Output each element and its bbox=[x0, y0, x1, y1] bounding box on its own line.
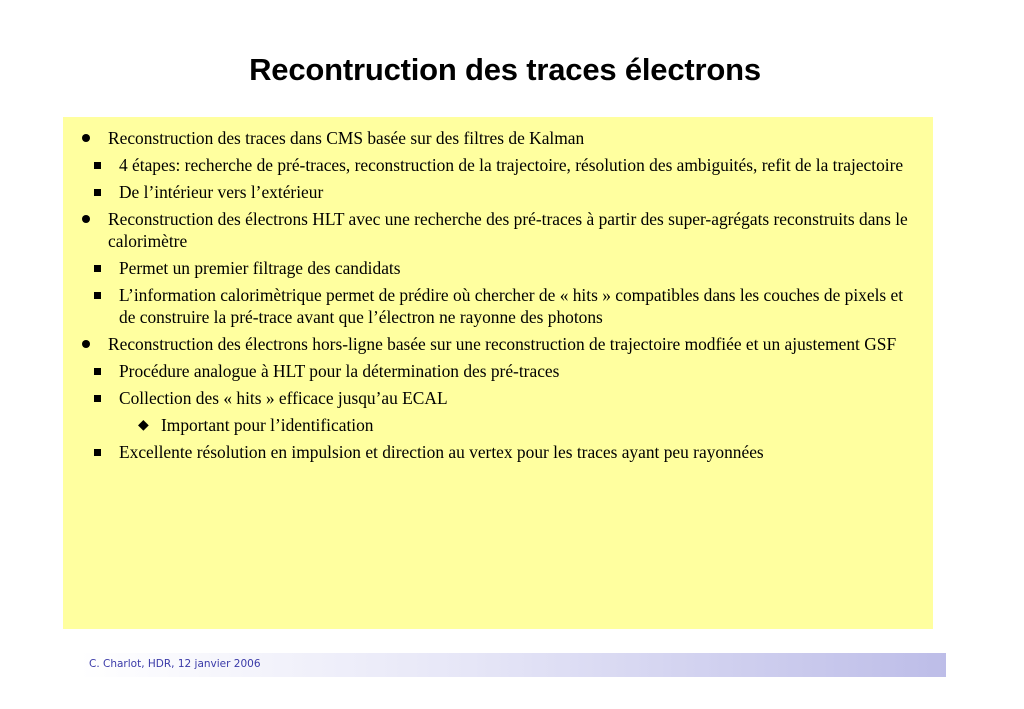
sub-bullet-item bbox=[78, 257, 913, 279]
footer-bar bbox=[80, 653, 946, 677]
disc-bullet-icon bbox=[82, 134, 90, 142]
bullet-text: Reconstruction des électrons HLT avec une recherche des pré-traces à partir des super-agrégats reconstruits dans le calorimètre bbox=[108, 209, 908, 251]
square-bullet-icon bbox=[94, 449, 101, 456]
diamond-bullet-icon: ◆ bbox=[138, 417, 149, 433]
content-box bbox=[63, 117, 933, 629]
square-bullet-icon bbox=[94, 395, 101, 402]
disc-bullet-icon bbox=[82, 215, 90, 223]
sub-bullet-item bbox=[78, 154, 913, 176]
square-bullet-icon bbox=[94, 292, 101, 299]
square-bullet-icon bbox=[94, 189, 101, 196]
sub-bullet-text: Permet un premier filtrage des candidats bbox=[119, 258, 401, 278]
sub-bullet-text: 4 étapes: recherche de pré-traces, reconstruction de la trajectoire, résolution des ambiguités, refit de la trajectoire bbox=[119, 155, 904, 175]
bullet-item bbox=[78, 333, 913, 355]
sub-bullet-item bbox=[78, 181, 913, 203]
disc-bullet-icon bbox=[82, 340, 90, 348]
sub-bullet-text: De l’intérieur vers l’extérieur bbox=[119, 182, 324, 202]
square-bullet-icon bbox=[94, 162, 101, 169]
bullet-item bbox=[78, 208, 913, 252]
square-bullet-icon bbox=[94, 265, 101, 272]
sub-sub-bullet-text: Important pour l’identification bbox=[161, 415, 374, 435]
sub-bullet-item bbox=[78, 284, 913, 328]
sub-bullet-item bbox=[78, 360, 913, 382]
sub-bullet-item bbox=[78, 441, 913, 463]
sub-list bbox=[78, 257, 913, 328]
sub-bullet-text: Excellente résolution en impulsion et direction au vertex pour les traces ayant peu rayonnées bbox=[119, 442, 764, 462]
square-bullet-icon bbox=[94, 368, 101, 375]
sub-bullet-item bbox=[78, 387, 913, 409]
sub-list bbox=[78, 360, 913, 463]
slide-title: Recontruction des traces électrons bbox=[249, 52, 761, 87]
sub-bullet-text: L’information calorimètrique permet de prédire où chercher de « hits » compatibles dans les couches de pixels et de construire la pré-trace avant que l’électron ne rayonne des photons bbox=[119, 285, 904, 327]
sub-bullet-text: Procédure analogue à HLT pour la détermination des pré-traces bbox=[119, 361, 560, 381]
footer-text: C. Charlot, HDR, 12 janvier 2006 bbox=[89, 658, 261, 670]
sub-bullet-text: Collection des « hits » efficace jusqu’au ECAL bbox=[119, 388, 448, 408]
bullet-item bbox=[78, 127, 913, 149]
sub-list bbox=[78, 154, 913, 203]
bullet-text: Reconstruction des électrons hors-ligne basée sur une reconstruction de trajectoire modfiée et un ajustement GSF bbox=[108, 334, 897, 354]
sub-sub-bullet-item bbox=[78, 414, 913, 436]
bullet-text: Reconstruction des traces dans CMS basée sur des filtres de Kalman bbox=[108, 128, 585, 148]
